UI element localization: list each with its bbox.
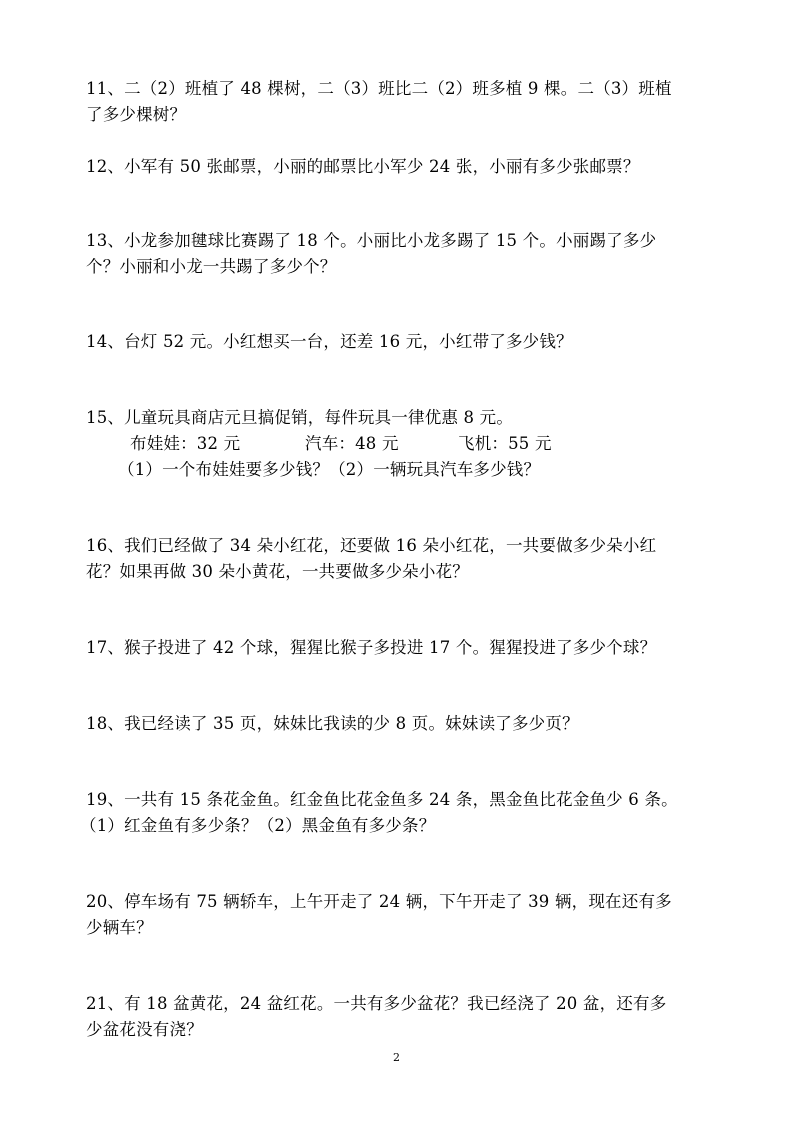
problem-14-line-1: 14、台灯 52 元。小红想买一台，还差 16 元，小红带了多少钱？ <box>86 332 573 351</box>
page-number: 2 <box>393 1051 400 1064</box>
problem-13-line-2: 个？小丽和小龙一共踢了多少个？ <box>86 257 337 276</box>
problem-21-line-2: 少盆花没有浇？ <box>86 1020 203 1039</box>
problem-19-line-1: 19、一共有 15 条花金鱼。红金鱼比花金鱼多 24 条，黑金鱼比花金鱼少 6 条。 <box>86 790 678 809</box>
problem-20-line-1: 20、停车场有 75 辆轿车，上午开走了 24 辆，下午开走了 39 辆，现在还有多 <box>86 892 672 911</box>
problem-15-line-1: 15、儿童玩具商店元旦搞促销，每件玩具一律优惠 8 元。 <box>86 408 514 427</box>
price-car: 汽车：48 元 <box>305 434 399 453</box>
problem-16-line-1: 16、我们已经做了 34 朵小红花，还要做 16 朵小红花，一共要做多少朵小红 <box>86 536 657 555</box>
problem-16-line-2: 花？如果再做 30 朵小黄花，一共要做多少朵小花？ <box>86 562 469 581</box>
price-plane: 飞机：55 元 <box>458 434 552 453</box>
problem-15-subquestions: （1）一个布娃娃要多少钱？（2）一辆玩具汽车多少钱？ <box>118 460 541 479</box>
problem-11-line-2: 了多少棵树？ <box>86 105 187 124</box>
problem-11-line-1: 11、二（2）班植了 48 棵树，二（3）班比二（2）班多植 9 棵。二（3）班植 <box>86 79 672 98</box>
problem-19-line-2: （1）红金鱼有多少条？（2）黑金鱼有多少条？ <box>80 816 436 835</box>
problem-18-line-1: 18、我已经读了 35 页，妹妹比我读的少 8 页。妹妹读了多少页？ <box>86 714 579 733</box>
problem-17-line-1: 17、猴子投进了 42 个球，猩猩比猴子多投进 17 个。猩猩投进了多少个球？ <box>86 638 657 657</box>
problem-13-line-1: 13、小龙参加毽球比赛踢了 18 个。小丽比小龙多踢了 15 个。小丽踢了多少 <box>86 231 657 250</box>
problem-12-line-1: 12、小军有 50 张邮票，小丽的邮票比小军少 24 张，小丽有多少张邮票？ <box>86 157 640 176</box>
problem-20-line-2: 少辆车？ <box>86 918 153 937</box>
price-doll: 布娃娃：32 元 <box>130 434 241 453</box>
problem-21-line-1: 21、有 18 盆黄花，24 盆红花。一共有多少盆花？我已经浇了 20 盆，还有多 <box>86 994 667 1013</box>
